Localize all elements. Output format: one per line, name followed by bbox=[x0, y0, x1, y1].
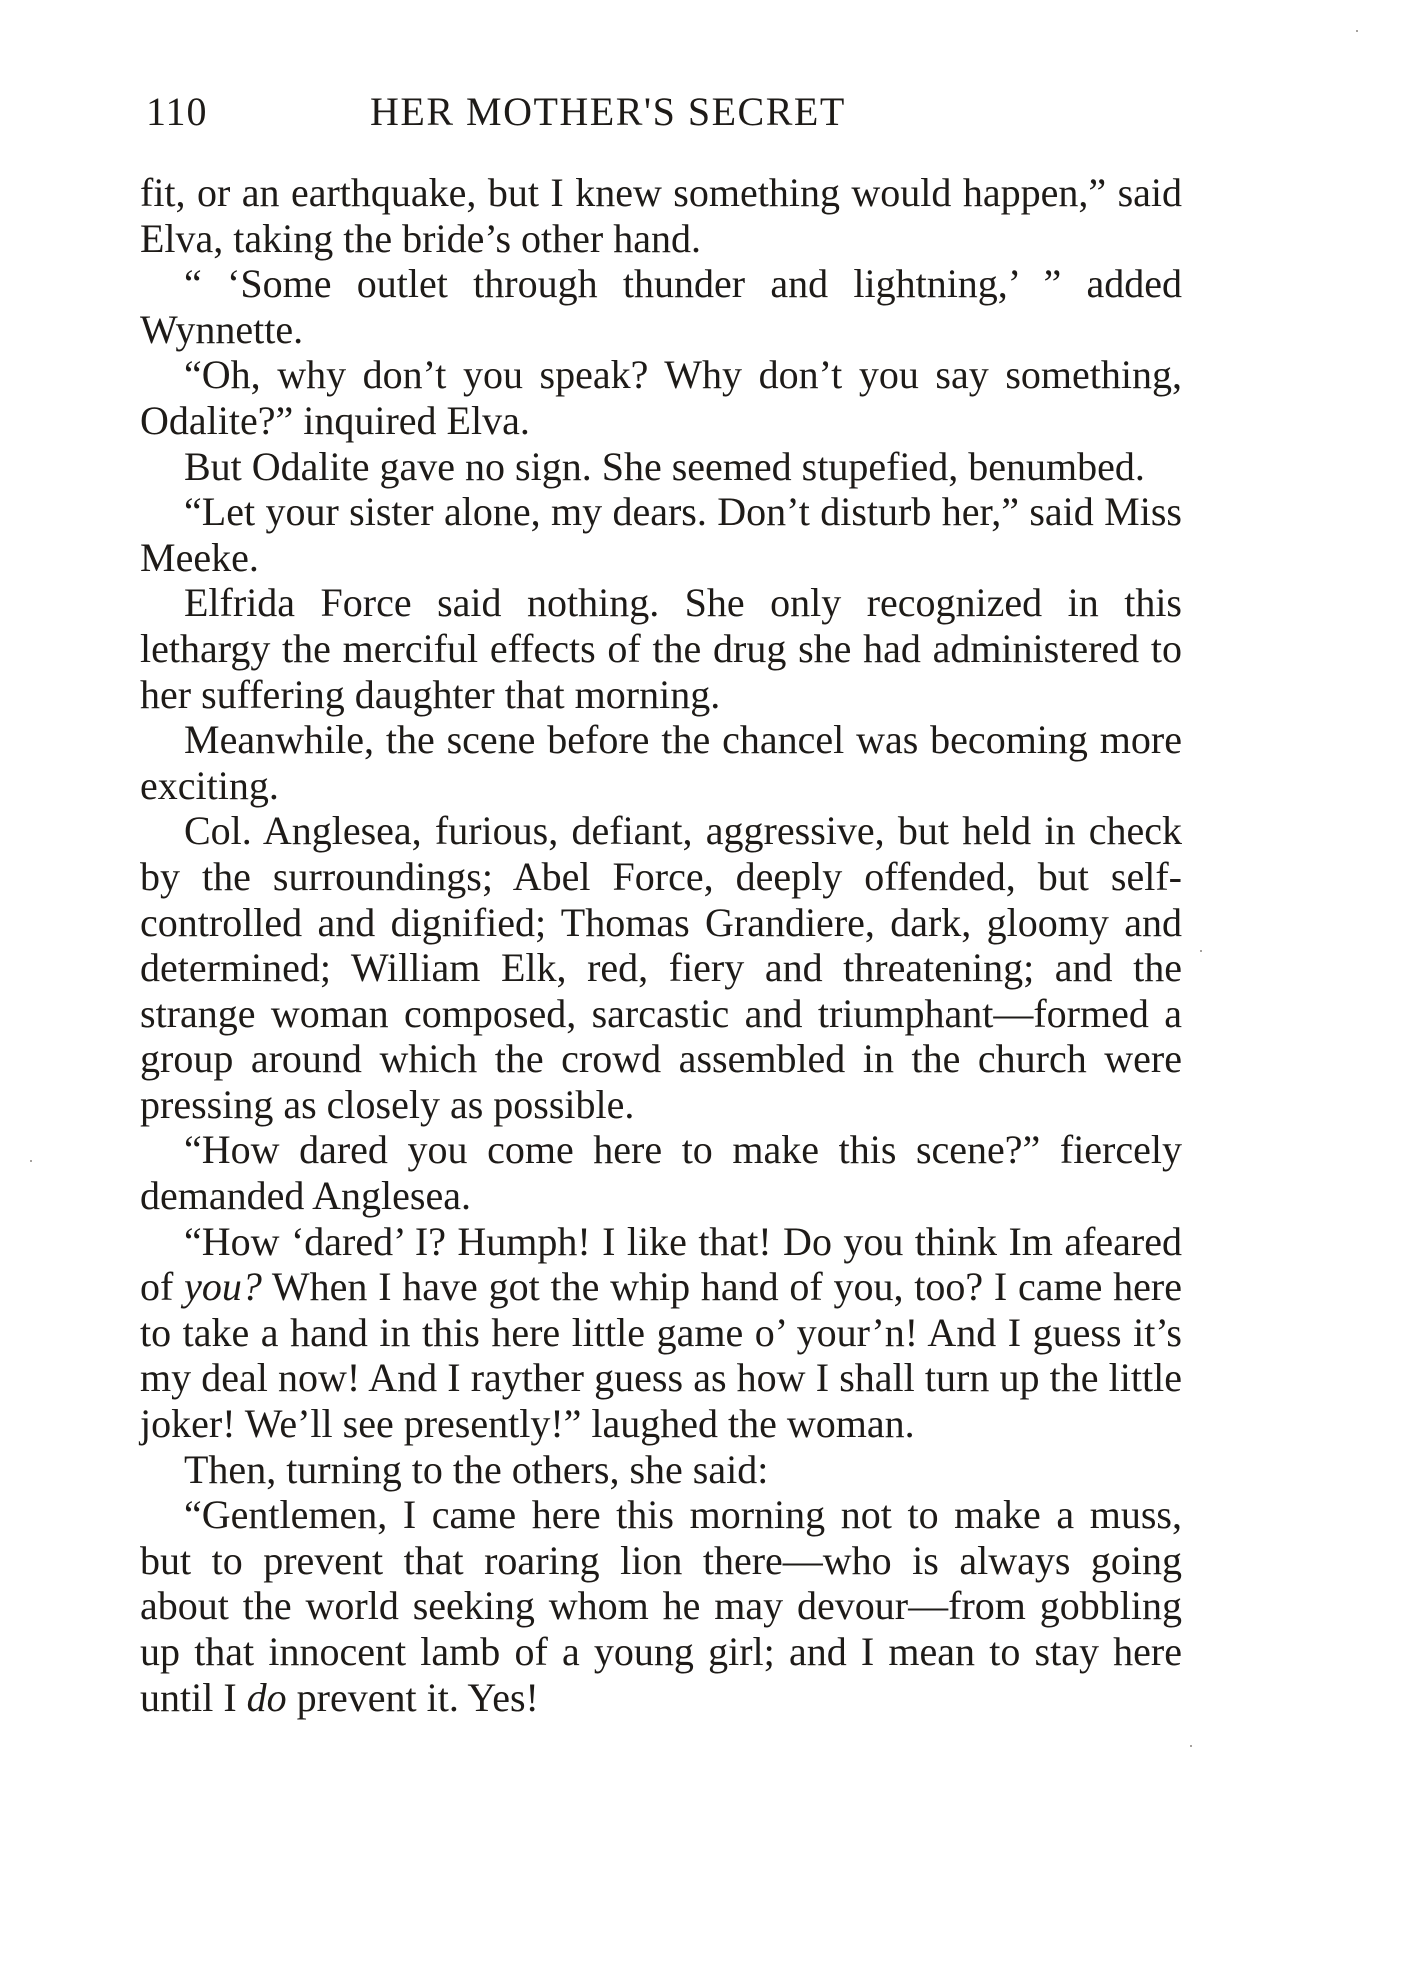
paragraph bbox=[140, 261, 1182, 352]
page-number: 110 bbox=[146, 89, 208, 134]
paragraph bbox=[140, 444, 1182, 490]
body-text bbox=[140, 170, 1182, 1720]
text-segment: prevent it. Yes! bbox=[286, 1674, 539, 1720]
paper-speck bbox=[1190, 1745, 1192, 1747]
paragraph bbox=[140, 1127, 1182, 1218]
text-segment: “Oh, why don’t you speak? Why don’t you say something, Odalite?” inquired Elva. bbox=[140, 352, 1182, 443]
text-segment: Elfrida Force said nothing. She only recognized in this lethargy the merciful effects of the drug she had administered to her suffering daughter that morning. bbox=[140, 580, 1182, 717]
paper-speck bbox=[30, 1160, 32, 1162]
text-segment: “Gentlemen, I came here this morning not to make a muss, but to prevent that roaring lion there—who is always going about the world seeking whom he may devour—from gobbling up that innocent lamb of a young girl; and I mean to stay here until I bbox=[140, 1492, 1182, 1720]
running-title: HER MOTHER'S SECRET bbox=[370, 89, 846, 134]
paragraph bbox=[140, 808, 1182, 1127]
paragraph bbox=[140, 352, 1182, 443]
paragraph bbox=[140, 489, 1182, 580]
emphasis-text: you? bbox=[184, 1264, 262, 1310]
paragraph bbox=[140, 1447, 1182, 1493]
text-segment: “ ‘Some outlet through thunder and lightning,’ ” added Wynnette. bbox=[140, 261, 1182, 352]
text-segment: “How dared you come here to make this scene?” fiercely demanded Anglesea. bbox=[140, 1127, 1182, 1219]
text-segment: Col. Anglesea, furious, defiant, aggressive, but held in check by the surroundings; Abel Force, deeply offended, but self-controlled and dignified; Thomas Grandiere, dark, gloomy and determined; William Elk, red, fiery and threatening; and the strange woman composed, sarcastic and triumphant—formed a group around which the crowd assembled in the church were pressing as closely as possible. bbox=[140, 808, 1182, 1127]
paragraph bbox=[140, 170, 1182, 261]
text-segment: Then, turning to the others, she said: bbox=[184, 1446, 769, 1492]
paper-speck bbox=[1356, 30, 1358, 32]
paper-speck bbox=[1200, 950, 1202, 952]
text-segment: When I have got the whip hand of you, too? I came here to take a hand in this here little game o’ your’n! And I guess it’s my deal now! And I rayther guess as how I shall turn up the little joker! We’ll see presently!” laughed the woman. bbox=[140, 1264, 1183, 1447]
page-header bbox=[140, 88, 1182, 148]
paragraph bbox=[140, 1219, 1182, 1447]
text-segment: “Let your sister alone, my dears. Don’t disturb her,” said Miss Meeke. bbox=[140, 489, 1182, 580]
emphasis-text: do bbox=[246, 1674, 287, 1720]
paragraph bbox=[140, 1492, 1182, 1720]
text-segment: fit, or an earthquake, but I knew something would happen,” said Elva, taking the bride’s other hand. bbox=[140, 170, 1182, 261]
text-segment: “How ‘dared’ I? Humph! I like that! Do you think Im afeared of bbox=[140, 1218, 1182, 1310]
text-segment: Meanwhile, the scene before the chancel was becoming more exciting. bbox=[140, 717, 1182, 808]
paragraph bbox=[140, 580, 1182, 717]
paragraph bbox=[140, 717, 1182, 808]
text-segment: But Odalite gave no sign. She seemed stupefied, benumbed. bbox=[184, 443, 1145, 489]
